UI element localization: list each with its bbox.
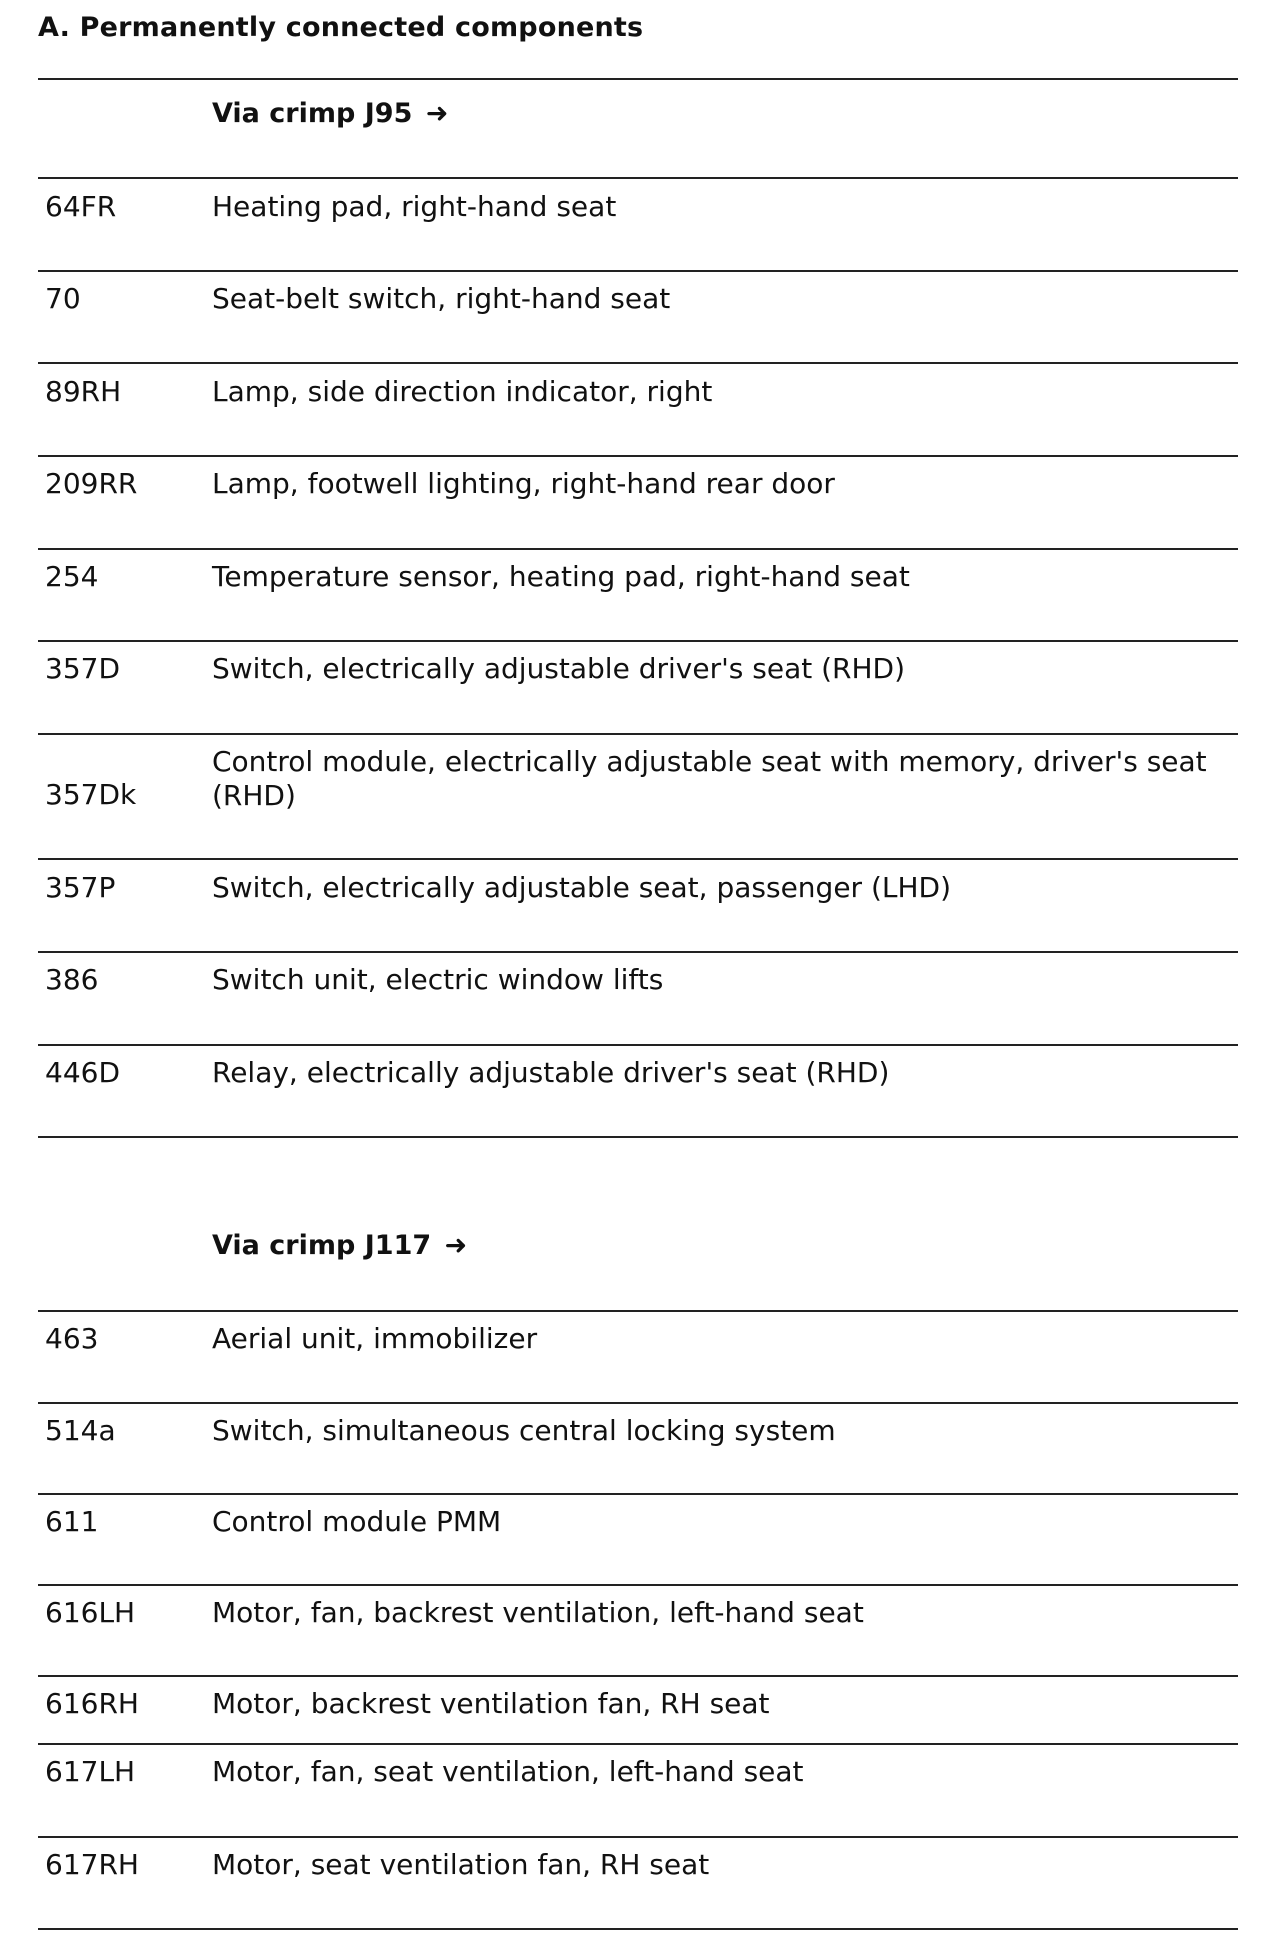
section-bottom-rule	[38, 1928, 1238, 1930]
row-divider	[38, 951, 1238, 953]
component-description: Switch, electrically adjustable seat, passenger (LHD)	[212, 871, 952, 904]
component-description: Relay, electrically adjustable driver's seat (RHD)	[212, 1056, 890, 1089]
component-description: Switch, electrically adjustable driver's seat (RHD)	[212, 652, 906, 685]
row-divider	[38, 1584, 1238, 1586]
component-code: 514a	[45, 1414, 116, 1447]
component-code: 357D	[45, 652, 121, 685]
component-code: 209RR	[45, 467, 138, 500]
section-bottom-rule	[38, 1136, 1238, 1138]
page-title: A. Permanently connected components	[38, 12, 644, 43]
component-code: 357P	[45, 871, 116, 904]
component-code: 64FR	[45, 190, 117, 223]
component-description: Heating pad, right-hand seat	[212, 190, 617, 223]
row-divider	[38, 548, 1238, 550]
component-description: Lamp, side direction indicator, right	[212, 375, 713, 408]
section-header-j95	[212, 98, 448, 129]
row-divider	[38, 362, 1238, 364]
arrow-right-icon: ➜	[425, 98, 449, 129]
row-divider	[38, 1493, 1238, 1495]
row-divider	[38, 1310, 1238, 1312]
component-description: Motor, fan, backrest ventilation, left-hand seat	[212, 1596, 864, 1629]
component-description: Control module PMM	[212, 1505, 502, 1538]
row-divider	[38, 455, 1238, 457]
component-description: Motor, backrest ventilation fan, RH seat	[212, 1687, 770, 1720]
component-code: 89RH	[45, 375, 122, 408]
component-description: Lamp, footwell lighting, right-hand rear door	[212, 467, 835, 500]
arrow-right-icon: ➜	[444, 1230, 468, 1261]
row-divider	[38, 1402, 1238, 1404]
component-code: 357Dk	[45, 778, 137, 811]
row-divider	[38, 1836, 1238, 1838]
component-code: 386	[45, 963, 99, 996]
row-divider	[38, 270, 1238, 272]
component-code: 463	[45, 1322, 99, 1355]
component-code: 616RH	[45, 1687, 139, 1720]
row-divider	[38, 1743, 1238, 1745]
component-description: Control module, electrically adjustable seat with memory, driver's seat (RHD)	[212, 745, 1207, 812]
row-divider	[38, 1675, 1238, 1677]
component-code: 254	[45, 560, 99, 593]
component-description: Switch, simultaneous central locking system	[212, 1414, 836, 1447]
component-code: 70	[45, 282, 81, 315]
component-description: Aerial unit, immobilizer	[212, 1322, 538, 1355]
component-code: 446D	[45, 1056, 121, 1089]
component-description: Motor, seat ventilation fan, RH seat	[212, 1848, 710, 1881]
component-code: 617LH	[45, 1755, 136, 1788]
row-divider	[38, 733, 1238, 735]
row-divider	[38, 1044, 1238, 1046]
component-description: Motor, fan, seat ventilation, left-hand seat	[212, 1755, 804, 1788]
row-divider	[38, 858, 1238, 860]
component-code: 611	[45, 1505, 99, 1538]
component-code: 616LH	[45, 1596, 136, 1629]
component-description: Seat-belt switch, right-hand seat	[212, 282, 671, 315]
component-description: Temperature sensor, heating pad, right-hand seat	[212, 560, 910, 593]
section-top-rule	[38, 78, 1238, 80]
component-code: 617RH	[45, 1848, 139, 1881]
section-header-label: Via crimp J117	[212, 1230, 432, 1261]
section-header-j117	[212, 1230, 467, 1261]
row-divider	[38, 177, 1238, 179]
section-header-label: Via crimp J95	[212, 98, 413, 129]
row-divider	[38, 640, 1238, 642]
component-description: Switch unit, electric window lifts	[212, 963, 664, 996]
